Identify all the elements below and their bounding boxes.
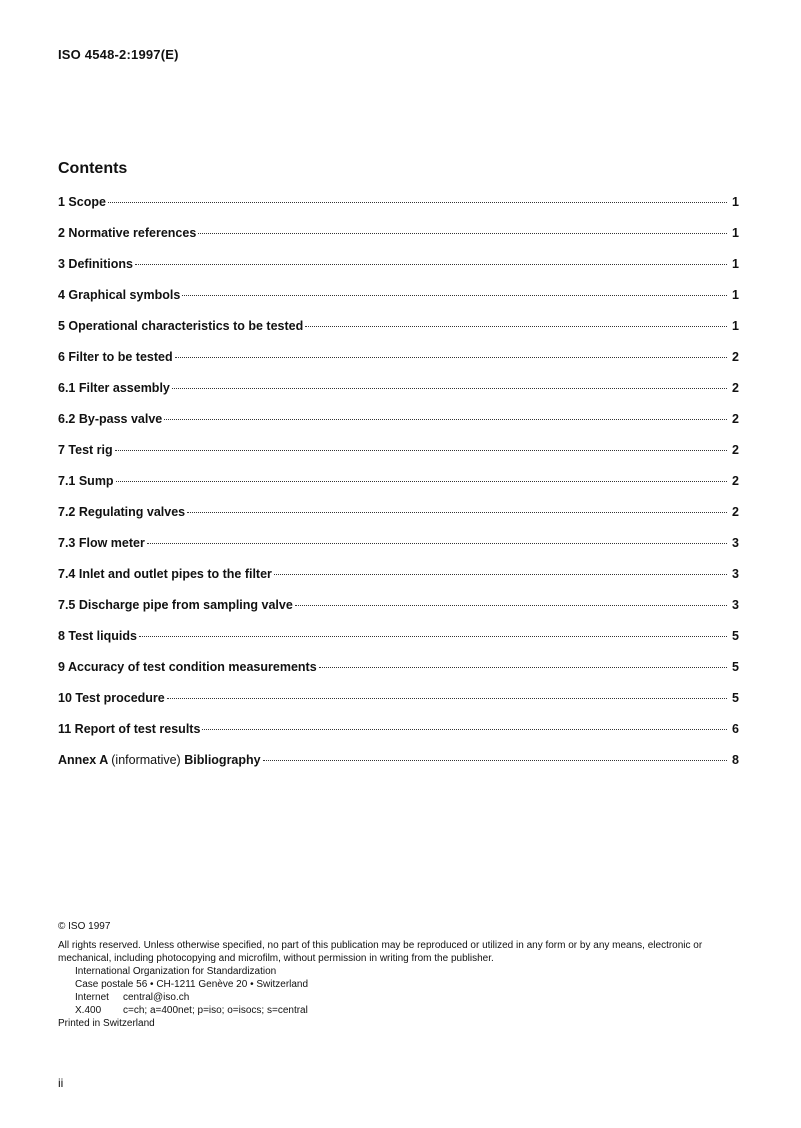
- toc-dot-leader: [274, 574, 727, 575]
- toc-entry-page: 1: [732, 257, 739, 271]
- x400-label: X.400: [75, 1005, 102, 1016]
- toc-entry: [58, 505, 739, 536]
- toc-entry-page: 1: [732, 288, 739, 302]
- annex-informative-note: (informative): [111, 753, 181, 767]
- toc-dot-leader: [319, 667, 727, 668]
- toc-dot-leader: [198, 233, 727, 234]
- toc-dot-leader: [263, 760, 727, 761]
- printed-in: Printed in Switzerland: [58, 1018, 155, 1029]
- toc-entry-label: 7.1 Sump: [58, 474, 114, 488]
- toc-entry-page: 6: [732, 722, 739, 736]
- toc-entry: [58, 691, 739, 722]
- toc-dot-leader: [295, 605, 727, 606]
- toc-entry-page: 1: [732, 195, 739, 209]
- toc-entry: [58, 226, 739, 257]
- toc-dot-leader: [135, 264, 727, 265]
- x400-contact: [58, 1004, 748, 1017]
- toc-entry: [58, 319, 739, 350]
- internet-label: Internet: [75, 992, 109, 1003]
- toc-dot-leader: [305, 326, 727, 327]
- toc-entry: [58, 288, 739, 319]
- toc-entry-annex: [58, 753, 739, 784]
- toc-entry-label: 7.4 Inlet and outlet pipes to the filter: [58, 567, 272, 581]
- table-of-contents: [58, 195, 739, 784]
- toc-entry-label: 9 Accuracy of test condition measurements: [58, 660, 317, 674]
- postal-address: Case postale 56 • CH-1211 Genève 20 • Switzerland: [75, 979, 309, 990]
- toc-entry-label: 8 Test liquids: [58, 629, 137, 643]
- toc-dot-leader: [175, 357, 727, 358]
- copyright-line: © ISO 1997: [58, 921, 111, 932]
- toc-entry-label: 4 Graphical symbols: [58, 288, 181, 302]
- toc-entry: [58, 629, 739, 660]
- toc-entry-page: 1: [732, 319, 739, 333]
- toc-entry-label: 6.1 Filter assembly: [58, 381, 170, 395]
- toc-entry: [58, 443, 739, 474]
- toc-entry-label: 5 Operational characteristics to be tested: [58, 319, 304, 333]
- toc-entry-label: 6 Filter to be tested: [58, 350, 173, 364]
- toc-dot-leader: [167, 698, 727, 699]
- toc-entry-page: 2: [732, 474, 739, 488]
- toc-entry: [58, 567, 739, 598]
- toc-dot-leader: [147, 543, 727, 544]
- toc-dot-leader: [108, 202, 727, 203]
- toc-entry-page: 3: [732, 567, 739, 581]
- toc-entry-label: 7 Test rig: [58, 443, 113, 457]
- toc-entry-label: 1 Scope: [58, 195, 106, 209]
- toc-entry-page: 2: [732, 381, 739, 395]
- toc-entry-label: 11 Report of test results: [58, 722, 201, 736]
- toc-entry-page: 1: [732, 226, 739, 240]
- toc-dot-leader: [116, 481, 727, 482]
- toc-entry-label: 7.5 Discharge pipe from sampling valve: [58, 598, 293, 612]
- toc-dot-leader: [164, 419, 727, 420]
- internet-contact: [58, 991, 748, 1004]
- toc-entry: [58, 257, 739, 288]
- toc-entry-label: 7.2 Regulating valves: [58, 505, 186, 519]
- copyright-block: [58, 920, 748, 1030]
- toc-dot-leader: [172, 388, 727, 389]
- toc-entry-label: 10 Test procedure: [58, 691, 165, 705]
- toc-entry-label: 3 Definitions: [58, 257, 134, 271]
- toc-entry: [58, 381, 739, 412]
- internet-value: central@iso.ch: [123, 992, 190, 1003]
- toc-entry-page: 5: [732, 660, 739, 674]
- toc-entry-page: 5: [732, 629, 739, 643]
- toc-entry: [58, 536, 739, 567]
- organization-name: International Organization for Standardization: [75, 966, 277, 977]
- annex-title: Bibliography: [184, 753, 261, 767]
- toc-entry: [58, 350, 739, 381]
- toc-entry: [58, 660, 739, 691]
- toc-entry: [58, 195, 739, 226]
- toc-entry: [58, 474, 739, 505]
- toc-entry-label: 6.2 By-pass valve: [58, 412, 163, 426]
- toc-dot-leader: [139, 636, 727, 637]
- toc-dot-leader: [187, 512, 727, 513]
- toc-entry-page: 3: [732, 598, 739, 612]
- toc-dot-leader: [182, 295, 727, 296]
- toc-entry-label: 2 Normative references: [58, 226, 197, 240]
- toc-entry-page: 3: [732, 536, 739, 550]
- toc-entry-page: 5: [732, 691, 739, 705]
- toc-entry-page: 2: [732, 350, 739, 364]
- annex-prefix: Annex A: [58, 753, 108, 767]
- toc-dot-leader: [115, 450, 727, 451]
- toc-entry-page: 2: [732, 412, 739, 426]
- toc-entry-page: 8: [732, 753, 739, 767]
- document-identifier: ISO 4548-2:1997(E): [58, 47, 179, 62]
- toc-entry: [58, 722, 739, 753]
- x400-value: c=ch; a=400net; p=iso; o=isocs; s=central: [123, 1005, 308, 1016]
- contents-heading: Contents: [58, 160, 128, 177]
- toc-annex-label: [58, 753, 261, 767]
- toc-entry-label: 7.3 Flow meter: [58, 536, 145, 550]
- toc-entry-page: 2: [732, 443, 739, 457]
- rights-statement: All rights reserved. Unless otherwise specified, no part of this publication may be reproduced or utilized in any form or by any means, electronic or mechanical, including photocopying and microfilm, without permission in writing from the publisher.: [58, 940, 703, 964]
- toc-entry: [58, 598, 739, 629]
- toc-entry: [58, 412, 739, 443]
- toc-dot-leader: [202, 729, 727, 730]
- page-number: ii: [58, 1076, 64, 1090]
- toc-entry-page: 2: [732, 505, 739, 519]
